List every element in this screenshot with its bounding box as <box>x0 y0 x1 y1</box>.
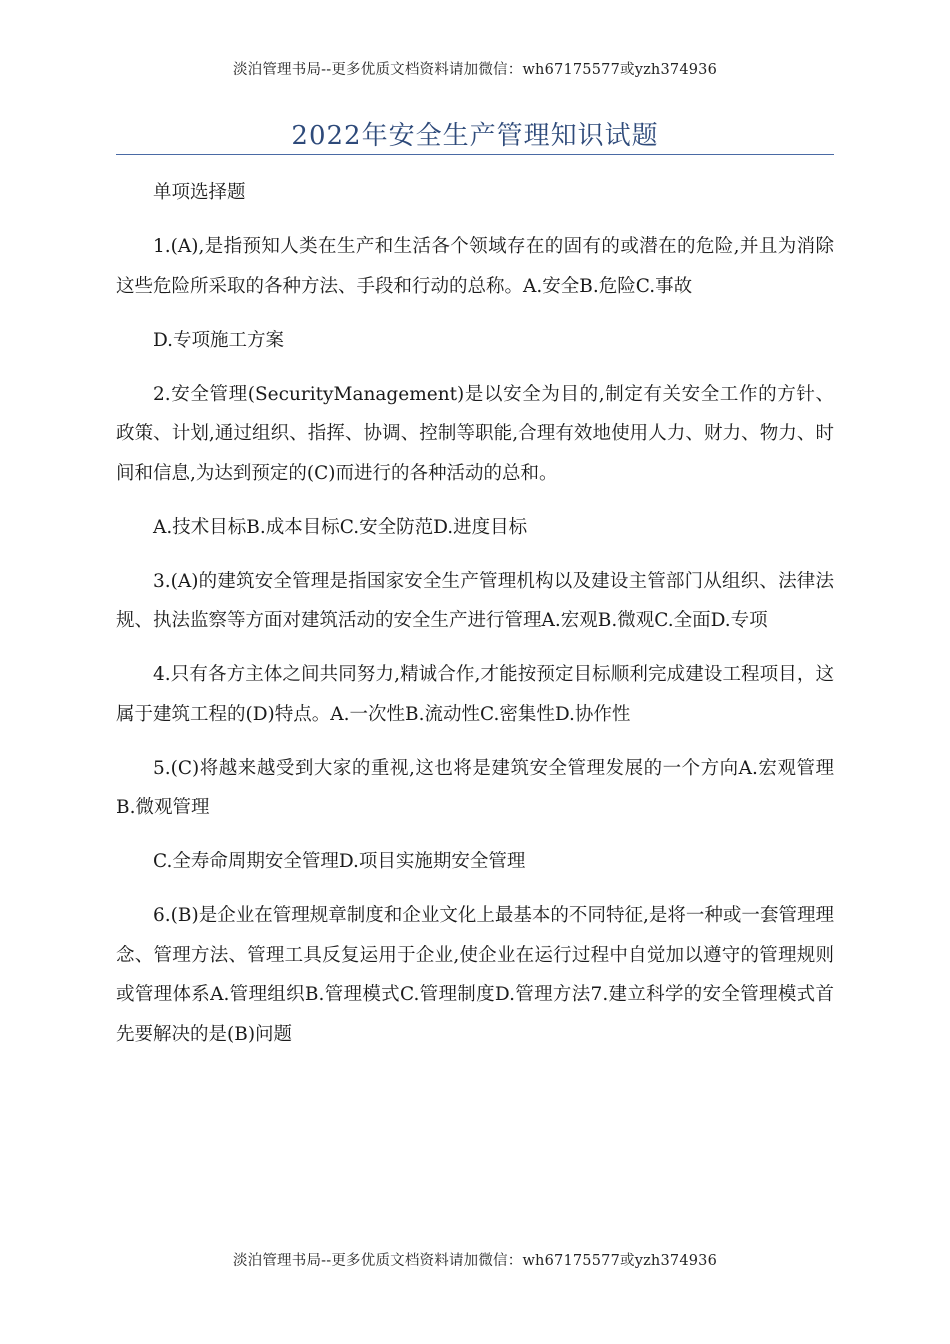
document-body <box>116 173 834 1069</box>
question-4: 4.只有各方主体之间共同努力,精诚合作,才能按预定目标顺利完成建设工程项目，这属于建筑工程的(D)特点。A.一次性B.流动性C.密集性D.协作性 <box>116 664 834 725</box>
page-footer: 淡泊管理书局--更多优质文档资料请加微信：wh67175577或yzh374936 <box>232 1253 718 1269</box>
question-2: 2.安全管理(SecurityManagement)是以安全为目的,制定有关安全工作的方针、政策、计划,通过组织、指挥、协调、控制等职能,合理有效地使用人力、财力、物力、时间和信息,为达到预定的(C)而进行的各种活动的总和。 <box>116 383 834 484</box>
question-6-7: 6.(B)是企业在管理规章制度和企业文化上最基本的不同特征,是将一种或一套管理理念、管理方法、管理工具反复运用于企业,使企业在运行过程中自觉加以遵守的管理规则或管理体系A.管理组织B.管理模式C.管理制度D.管理方法7.建立科学的安全管理模式首先要解决的是(B)问题 <box>116 905 834 1045</box>
document-title: 2022年安全生产管理知识试题 <box>291 121 659 151</box>
question-2-options: A.技术目标B.成本目标C.安全防范D.进度目标 <box>153 516 528 538</box>
section-heading: 单项选择题 <box>153 182 246 203</box>
title-underline <box>116 154 834 155</box>
page-header: 淡泊管理书局--更多优质文档资料请加微信：wh67175577或yzh374936 <box>232 62 718 78</box>
question-5-options: C.全寿命周期安全管理D.项目实施期安全管理 <box>153 851 526 872</box>
question-1: 1.(A),是指预知人类在生产和生活各个领域存在的固有的或潜在的危险,并且为消除这些危险所采取的各种方法、手段和行动的总称。A.安全B.危险C.事故 <box>116 236 834 297</box>
question-1-option-d: D.专项施工方案 <box>153 329 285 351</box>
question-5: 5.(C)将越来越受到大家的重视,这也将是建筑安全管理发展的一个方向A.宏观管理B.微观管理 <box>116 757 834 818</box>
question-3: 3.(A)的建筑安全管理是指国家安全生产管理机构以及建设主管部门从组织、法律法规、执法监察等方面对建筑活动的安全生产进行管理A.宏观B.微观C.全面D.专项 <box>116 570 834 631</box>
